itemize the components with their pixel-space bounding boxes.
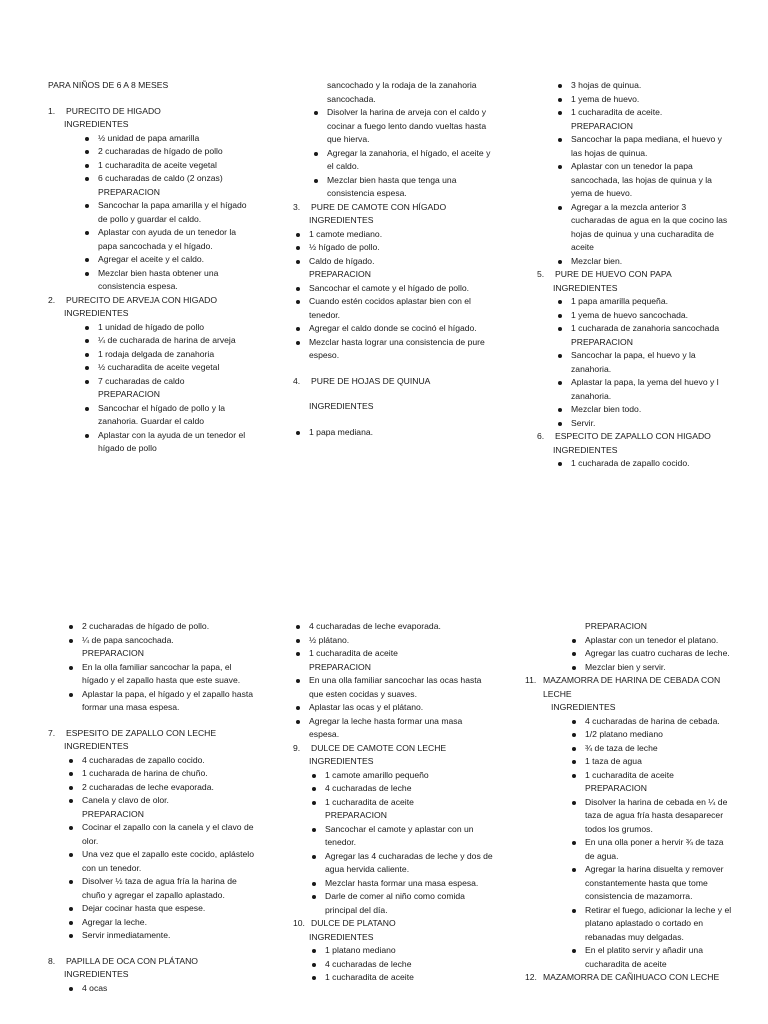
section-label: INGREDIENTES xyxy=(64,741,129,751)
section-label: INGREDIENTES xyxy=(553,444,618,455)
recipe-bullet-item: Mezclar bien hasta que tenga una consistencia espesa. xyxy=(311,174,493,201)
recipe-bullet-item: 1 papa amarilla pequeña. xyxy=(555,295,732,309)
recipe-bullet-item: ½ unidad de papa amarilla xyxy=(82,132,253,146)
recipe-bullet-item: ½ hígado de pollo. xyxy=(293,241,493,255)
section-label: INGREDIENTES xyxy=(309,931,374,942)
recipe-bullet-item: Cuando estén cocidos aplastar bien con el tenedor. xyxy=(293,295,493,322)
recipe-bullet-item: 1 cucharadita de aceite xyxy=(293,647,493,661)
recipe-bullet-item: 3 hojas de quinua. xyxy=(555,79,732,93)
recipe-title: PURECITO DE ARVEJA CON HIGADO xyxy=(66,294,218,305)
section-label: INGREDIENTES xyxy=(64,119,129,129)
recipe-bullet-item: Mezclar hasta formar una masa espesa. xyxy=(309,877,493,891)
recipe-bullet-item: Agregar la harina disuelta y remover constantemente hasta que tome consistencia de mazamorra. xyxy=(569,863,735,904)
recipe-bullet-item: 6 cucharadas de caldo (2 onzas) xyxy=(82,172,253,186)
recipe-number: 7. xyxy=(48,727,56,738)
recipe-number: 1. xyxy=(48,105,56,116)
recipe-bullet-item: 1 cucharadita de aceite xyxy=(309,796,493,810)
recipe-heading xyxy=(525,971,735,985)
section-label: PREPARACION xyxy=(98,389,160,399)
recipe-bullet-item: En una olla poner a hervir ¾ de taza de agua. xyxy=(569,836,735,863)
recipe-bullet-item: Servir inmediatamente. xyxy=(66,929,258,943)
section-label: PREPARACION xyxy=(98,186,160,197)
recipe-bullet-item: Aplastar con un tenedor el platano. xyxy=(569,634,735,648)
section-label: PREPARACION xyxy=(585,621,647,631)
recipe-bullet-item: Sancochar el camote y aplastar con un tenedor. xyxy=(309,823,493,850)
recipe-bullet-item: Mezclar hasta lograr una consistencia de pure espeso. xyxy=(293,336,493,363)
section-label: PREPARACION xyxy=(309,661,371,672)
recipe-bullet-item: 4 cucharadas de zapallo cocido. xyxy=(66,754,258,768)
recipe-bullet-item: Disolver la harina de cebada en ¼ de taza de agua fría hasta desaparecer todos los grumos. xyxy=(569,796,735,837)
recipe-bullet-item: Agregar la zanahoria, el hígado, el aceite y el caldo. xyxy=(311,147,493,174)
recipe-bullet-item: 1 rodaja delgada de zanahoria xyxy=(82,348,253,362)
recipe-title: MAZAMORRA DE CAÑIHUACO CON LECHE xyxy=(543,972,720,982)
recipe-bullet-item: 1 yema de huevo. xyxy=(555,93,732,107)
recipe-bullet-item: Agregar las cuatro cucharas de leche. xyxy=(569,647,735,661)
spacer xyxy=(48,715,258,727)
recipe-number: 8. xyxy=(48,955,56,966)
recipe-bullet-item: Una vez que el zapallo este cocido, aplástelo con un tenedor. xyxy=(66,848,258,875)
page2-column-2 xyxy=(293,620,493,985)
recipe-bullet-item: Mezclar bien todo. xyxy=(555,403,732,417)
section-label: PREPARACION xyxy=(82,648,144,658)
recipe-bullet-item: 1 yema de huevo sancochada. xyxy=(555,309,732,323)
recipe-bullet-item: 2 cucharadas de hígado de pollo. xyxy=(66,620,258,634)
section-label: PREPARACION xyxy=(571,336,633,347)
recipe-heading xyxy=(293,742,493,756)
recipe-heading xyxy=(48,294,253,308)
recipe-number: 2. xyxy=(48,294,56,305)
text-line: sancochado y la rodaja de la zanahoria sancochada. xyxy=(327,80,477,104)
recipe-bullet-item: ½ cucharadita de aceite vegetal xyxy=(82,361,253,375)
recipe-heading xyxy=(48,105,253,119)
recipe-bullet-item: 7 cucharadas de caldo xyxy=(82,375,253,389)
recipe-title: MAZAMORRA DE HARINA DE CEBADA CON LECHE xyxy=(543,675,721,699)
recipe-number: 11. xyxy=(525,675,537,685)
page2-column-1 xyxy=(48,620,258,995)
section-label: INGREDIENTES xyxy=(553,282,618,293)
recipe-number: 3. xyxy=(293,201,301,212)
recipe-bullet-item: Sancochar el camote y el hígado de pollo. xyxy=(293,282,493,296)
recipe-bullet-item: 1 cucharadita de aceite xyxy=(309,971,493,985)
recipe-heading xyxy=(525,674,735,701)
recipe-bullet-item: Agregar el aceite y el caldo. xyxy=(82,253,253,267)
recipe-bullet-item: Aplastar la papa, el hígado y el zapallo hasta formar una masa espesa. xyxy=(66,688,258,715)
recipe-bullet-item: 1/2 platano mediano xyxy=(569,728,735,742)
recipe-bullet-item: 1 papa mediana. xyxy=(293,426,493,440)
recipe-bullet-item: ¼ de cucharada de harina de arveja xyxy=(82,334,253,348)
recipe-bullet-item: 1 cucharadita de aceite xyxy=(569,769,735,783)
page1-column-3 xyxy=(537,79,732,471)
section-label: PREPARACION xyxy=(585,783,647,793)
section-label: PREPARACION xyxy=(309,269,371,279)
recipe-title: DULCE DE PLATANO xyxy=(311,918,396,928)
recipe-number: 6. xyxy=(537,431,545,441)
recipe-bullet-item: Dejar cocinar hasta que espese. xyxy=(66,902,258,916)
recipe-bullet-item: 4 ocas xyxy=(66,982,258,996)
recipe-title: PURE DE CAMOTE CON HÍGADO xyxy=(311,201,447,212)
page2-column-3 xyxy=(525,620,735,985)
recipe-title: DULCE DE CAMOTE CON LECHE xyxy=(311,742,447,753)
recipe-bullet-item: 4 cucharadas de leche xyxy=(309,782,493,796)
recipe-bullet-item: Mezclar bien hasta obtener una consistencia espesa. xyxy=(82,267,253,294)
recipe-bullet-item: 4 cucharadas de leche evaporada. xyxy=(293,620,493,634)
section-label: INGREDIENTES xyxy=(64,969,129,979)
recipe-bullet-item: ¼ de papa sancochada. xyxy=(66,634,258,648)
recipe-bullet-item: 1 cucharadita de aceite. xyxy=(555,106,732,120)
recipe-heading xyxy=(537,430,732,444)
recipe-bullet-item: 2 cucharadas de hígado de pollo xyxy=(82,145,253,159)
recipe-bullet-item: Canela y clavo de olor. xyxy=(66,794,258,808)
recipe-bullet-item: Aplastar la papa, la yema del huevo y l zanahoria. xyxy=(555,376,732,403)
recipe-bullet-item: En el platito servir y añadir una cucharadita de aceite xyxy=(569,944,735,971)
recipe-bullet-item: 1 cucharadita de aceite vegetal xyxy=(82,159,253,173)
section-label: INGREDIENTES xyxy=(309,215,374,225)
recipe-heading xyxy=(48,955,258,969)
recipe-bullet-item: 1 cucharada de harina de chuño. xyxy=(66,767,258,781)
recipe-heading xyxy=(48,727,258,741)
recipe-bullet-item: Aplastar con la ayuda de un tenedor el hígado de pollo xyxy=(82,429,253,456)
spacer xyxy=(48,943,258,955)
recipe-bullet-item: Darle de comer al niño como comida principal del día. xyxy=(309,890,493,917)
recipe-bullet-item: Sancochar la papa mediana, el huevo y las hojas de quinua. xyxy=(555,133,732,160)
section-label: PREPARACION xyxy=(82,808,144,819)
recipe-bullet-item: 1 platano mediano xyxy=(309,944,493,958)
recipe-title: PURE DE HOJAS DE QUINUA xyxy=(311,375,431,386)
text-line: PARA NIÑOS DE 6 A 8 MESES xyxy=(48,80,169,90)
recipe-bullet-item: Aplastar con ayuda de un tenedor la papa sancochada y el hígado. xyxy=(82,226,253,253)
recipe-title: PURE DE HUEVO CON PAPA xyxy=(555,269,672,279)
recipe-bullet-item: 2 cucharadas de leche evaporada. xyxy=(66,781,258,795)
page1-column-2 xyxy=(293,79,493,439)
recipe-bullet-item: Mezclar bien y servir. xyxy=(569,661,735,675)
section-label: INGREDIENTES xyxy=(551,702,616,712)
recipe-bullet-item: Retirar el fuego, adicionar la leche y el platano aplastado o cortado en rebanadas muy delgadas. xyxy=(569,904,735,945)
recipe-bullet-item: Agregar las 4 cucharadas de leche y dos de agua hervida caliente. xyxy=(309,850,493,877)
recipe-heading xyxy=(537,268,732,282)
recipe-title: PAPILLA DE OCA CON PLÁTANO xyxy=(66,955,198,966)
recipe-bullet-item: Disolver ½ taza de agua fría la harina de chuño y agregar el zapallo aplastado. xyxy=(66,875,258,902)
recipe-bullet-item: Sancochar el hígado de pollo y la zanahoria. Guardar el caldo xyxy=(82,402,253,429)
recipe-bullet-item: Servir. xyxy=(555,417,732,431)
recipe-number: 5. xyxy=(537,269,545,279)
recipe-bullet-item: Cocinar el zapallo con la canela y el clavo de olor. xyxy=(66,821,258,848)
recipe-title: ESPECITO DE ZAPALLO CON HIGADO xyxy=(555,431,711,441)
recipe-bullet-item: Aplastar con un tenedor la papa sancochada, las hojas de quinua y la yema de huevo. xyxy=(555,160,732,201)
recipe-number: 12. xyxy=(525,972,537,982)
recipe-bullet-item: 1 cucharada de zanahoria sancochada xyxy=(555,322,732,336)
section-label: PREPARACION xyxy=(325,810,387,820)
recipe-number: 4. xyxy=(293,375,301,386)
section-label: INGREDIENTES xyxy=(309,756,374,766)
recipe-title: ESPESITO DE ZAPALLO CON LECHE xyxy=(66,727,217,738)
recipe-bullet-item: 4 cucharadas de leche xyxy=(309,958,493,972)
recipe-bullet-item: Agregar a la mezcla anterior 3 cucharadas de agua en la que cocino las hojas de quinua y una cucharadita de aceite xyxy=(555,201,732,255)
recipe-number: 9. xyxy=(293,742,301,753)
spacer xyxy=(293,363,493,375)
recipe-bullet-item: 1 unidad de hígado de pollo xyxy=(82,321,253,335)
spacer xyxy=(293,414,493,426)
recipe-bullet-item: Agregar la leche. xyxy=(66,916,258,930)
recipe-bullet-item: Mezclar bien. xyxy=(555,255,732,269)
spacer xyxy=(293,388,493,400)
recipe-bullet-item: En una olla familiar sancochar las ocas hasta que esten cocidas y suaves. xyxy=(293,674,493,701)
recipe-title: PURECITO DE HIGADO xyxy=(66,105,161,116)
recipe-bullet-item: Sancochar la papa, el huevo y la zanahoria. xyxy=(555,349,732,376)
recipe-bullet-item: 1 camote amarillo pequeño xyxy=(309,769,493,783)
recipe-bullet-item: ½ plátano. xyxy=(293,634,493,648)
recipe-bullet-item: 1 camote mediano. xyxy=(293,228,493,242)
recipe-bullet-item: Aplastar las ocas y el plátano. xyxy=(293,701,493,715)
section-label: INGREDIENTES xyxy=(64,308,129,318)
recipe-bullet-item: En la olla familiar sancochar la papa, el hígado y el zapallo hasta que este suave. xyxy=(66,661,258,688)
recipe-number: 10. xyxy=(293,918,305,928)
spacer xyxy=(48,93,253,105)
recipe-bullet-item: 1 cucharada de zapallo cocido. xyxy=(555,457,732,471)
section-label: INGREDIENTES xyxy=(309,401,374,411)
recipe-heading xyxy=(293,917,493,931)
recipe-heading xyxy=(293,201,493,215)
page1-column-1 xyxy=(48,79,253,456)
recipe-bullet-item: Sancochar la papa amarilla y el hígado de pollo y guardar el caldo. xyxy=(82,199,253,226)
recipe-bullet-item: Caldo de hígado. xyxy=(293,255,493,269)
recipe-bullet-item: Agregar el caldo donde se cocinó el hígado. xyxy=(293,322,493,336)
recipe-bullet-item: 4 cucharadas de harina de cebada. xyxy=(569,715,735,729)
recipe-bullet-item: 1 taza de agua xyxy=(569,755,735,769)
recipe-bullet-item: ¾ de taza de leche xyxy=(569,742,735,756)
recipe-bullet-item: Agregar la leche hasta formar una masa espesa. xyxy=(293,715,493,742)
recipe-bullet-item: Disolver la harina de arveja con el caldo y cocinar a fuego lento dando vueltas hasta que hierva. xyxy=(311,106,493,147)
recipe-heading xyxy=(293,375,493,389)
section-label: PREPARACION xyxy=(571,120,633,131)
